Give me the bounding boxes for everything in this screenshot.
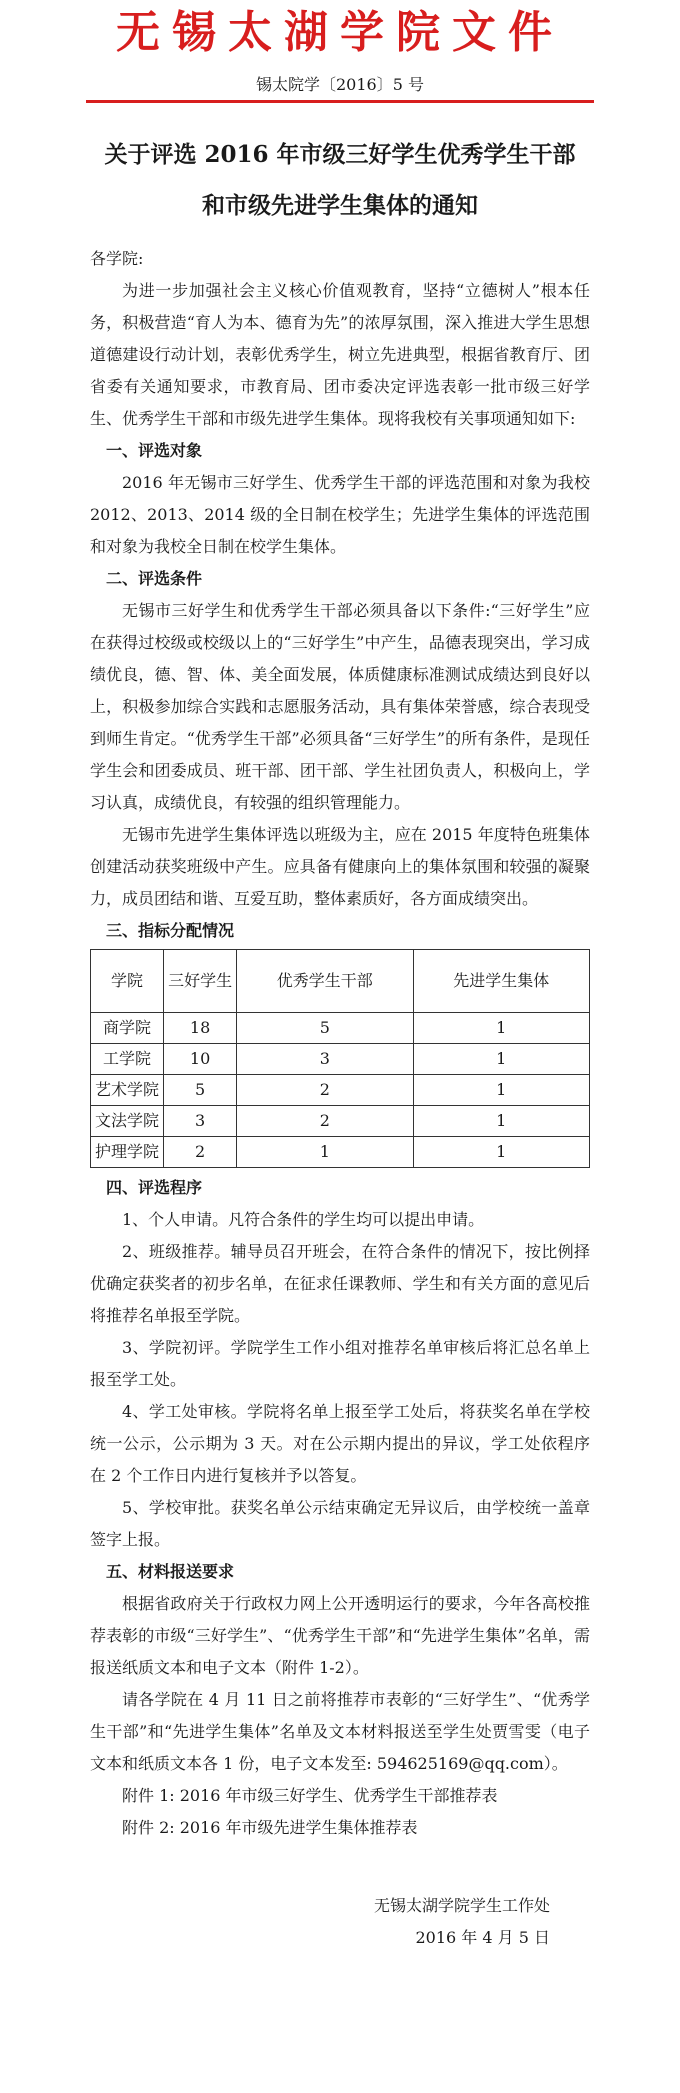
notice-title xyxy=(90,129,590,231)
table-cell: 1 xyxy=(413,1075,589,1106)
red-divider-line xyxy=(86,100,594,103)
salutation: 各学院: xyxy=(90,249,144,268)
column-header-college: 学院 xyxy=(91,950,164,1013)
table-cell: 2 xyxy=(237,1106,413,1137)
table-cell: 1 xyxy=(413,1137,589,1168)
section-2-paragraph-2: 无锡市先进学生集体评选以班级为主，应在 2015 年度特色班集体创建活动获奖班级中产生。应具备有健康向上的集体氛围和较强的凝聚力，成员团结和谐、互爱互助，整体素质好，各方面成绩突出。 xyxy=(90,825,590,908)
step-5: 5、学校审批。获奖名单公示结束确定无异议后，由学校统一盖章签字上报。 xyxy=(90,1498,590,1549)
issuing-office: 无锡太湖学院学生工作处 xyxy=(373,1896,550,1915)
section-1-text: 2016 年无锡市三好学生、优秀学生干部的评选范围和对象为我校 2012、2013、2014 级的全日制在校学生；先进学生集体的评选范围和对象为我校全日制在校学生集体。 xyxy=(90,473,590,556)
table-cell: 5 xyxy=(237,1013,413,1044)
step-4: 4、学工处审核。学院将名单上报至学工处后，将获奖名单在学校统一公示，公示期为 3 天。对在公示期内提出的异议，学工处依程序在 2 个工作日内进行复核并予以答复。 xyxy=(90,1402,590,1485)
table-cell: 1 xyxy=(413,1106,589,1137)
intro-paragraph: 为进一步加强社会主义核心价值观教育，坚持“立德树人”根本任务，积极营造“育人为本、德育为先”的浓厚氛围，深入推进大学生思想道德建设行动计划，表彰优秀学生，树立先进典型，根据省教育厅、团省委有关通知要求，市教育局、团市委决定评选表彰一批市级三好学生、优秀学生干部和市级先进学生集体。现将我校有关事项通知如下: xyxy=(90,281,590,428)
table-row xyxy=(91,1013,590,1044)
document-number: 锡太院学〔2016〕5 号 xyxy=(256,75,424,94)
table-cell: 5 xyxy=(164,1075,237,1106)
table-cell: 18 xyxy=(164,1013,237,1044)
section-heading-2: 二、评选条件 xyxy=(106,569,203,588)
title-line-1: 关于评选 2016 年市级三好学生优秀学生干部 xyxy=(104,141,576,168)
table-cell: 护理学院 xyxy=(91,1137,164,1168)
section-5-paragraph-2: 请各学院在 4 月 11 日之前将推荐市表彰的“三好学生”、“优秀学生干部”和“先进学生集体”名单及文本材料报送至学生处贾雪雯（电子文本和纸质文本各 1 份，电子文本发至: 594625169@qq.com）。 xyxy=(90,1690,590,1773)
table-row xyxy=(91,1075,590,1106)
table-cell: 1 xyxy=(237,1137,413,1168)
section-heading-4: 四、评选程序 xyxy=(106,1178,203,1197)
table-row xyxy=(91,1106,590,1137)
issue-date: 2016 年 4 月 5 日 xyxy=(415,1928,550,1947)
table-cell: 文法学院 xyxy=(91,1106,164,1137)
table-cell: 3 xyxy=(237,1044,413,1075)
table-row xyxy=(91,1044,590,1075)
section-2-paragraph-1: 无锡市三好学生和优秀学生干部必须具备以下条件:“三好学生”应在获得过校级或校级以上的“三好学生”中产生，品德表现突出，学习成绩优良，德、智、体、美全面发展，体质健康标准测试成绩达到良好以上，积极参加综合实践和志愿服务活动，具有集体荣誉感，综合表现受到师生肯定。“优秀学生干部”必须具备“三好学生”的所有条件，是现任学生会和团委成员、班干部、团干部、学生社团负责人，积极向上，学习认真，成绩优良，有较强的组织管理能力。 xyxy=(90,601,590,812)
step-1: 1、个人申请。凡符合条件的学生均可以提出申请。 xyxy=(122,1210,485,1229)
column-header-advanced-collective: 先进学生集体 xyxy=(413,950,589,1013)
attachment-2: 附件 2: 2016 年市级先进学生集体推荐表 xyxy=(122,1818,418,1837)
table-cell: 3 xyxy=(164,1106,237,1137)
signature-block xyxy=(90,1890,590,1954)
table-cell: 1 xyxy=(413,1013,589,1044)
section-heading-1: 一、评选对象 xyxy=(106,441,203,460)
section-5-paragraph-1: 根据省政府关于行政权力网上公开透明运行的要求，今年各高校推荐表彰的市级“三好学生”、“优秀学生干部”和“先进学生集体”名单，需报送纸质文本和电子文本（附件 1-2）。 xyxy=(90,1594,590,1677)
table-cell: 工学院 xyxy=(91,1044,164,1075)
step-2: 2、班级推荐。辅导员召开班会，在符合条件的情况下，按比例择优确定获奖者的初步名单，在征求任课教师、学生和有关方面的意见后将推荐名单报至学院。 xyxy=(90,1242,590,1325)
section-heading-3: 三、指标分配情况 xyxy=(106,921,235,940)
column-header-merit-students: 三好学生 xyxy=(164,950,237,1013)
table-cell: 2 xyxy=(164,1137,237,1168)
table-row xyxy=(91,1137,590,1168)
table-cell: 1 xyxy=(413,1044,589,1075)
table-header-row xyxy=(91,950,590,1013)
title-line-2: 和市级先进学生集体的通知 xyxy=(202,192,478,219)
quota-table-body xyxy=(91,1013,590,1168)
attachment-1: 附件 1: 2016 年市级三好学生、优秀学生干部推荐表 xyxy=(122,1786,498,1805)
table-cell: 商学院 xyxy=(91,1013,164,1044)
quota-table xyxy=(90,949,590,1168)
column-header-student-leaders: 优秀学生干部 xyxy=(237,950,413,1013)
step-3: 3、学院初评。学院学生工作小组对推荐名单审核后将汇总名单上报至学工处。 xyxy=(90,1338,590,1389)
section-heading-5: 五、材料报送要求 xyxy=(106,1562,235,1581)
table-cell: 2 xyxy=(237,1075,413,1106)
table-cell: 10 xyxy=(164,1044,237,1075)
notice-body xyxy=(90,243,590,1844)
table-cell: 艺术学院 xyxy=(91,1075,164,1106)
masthead: 无锡太湖学院文件 xyxy=(116,7,564,58)
